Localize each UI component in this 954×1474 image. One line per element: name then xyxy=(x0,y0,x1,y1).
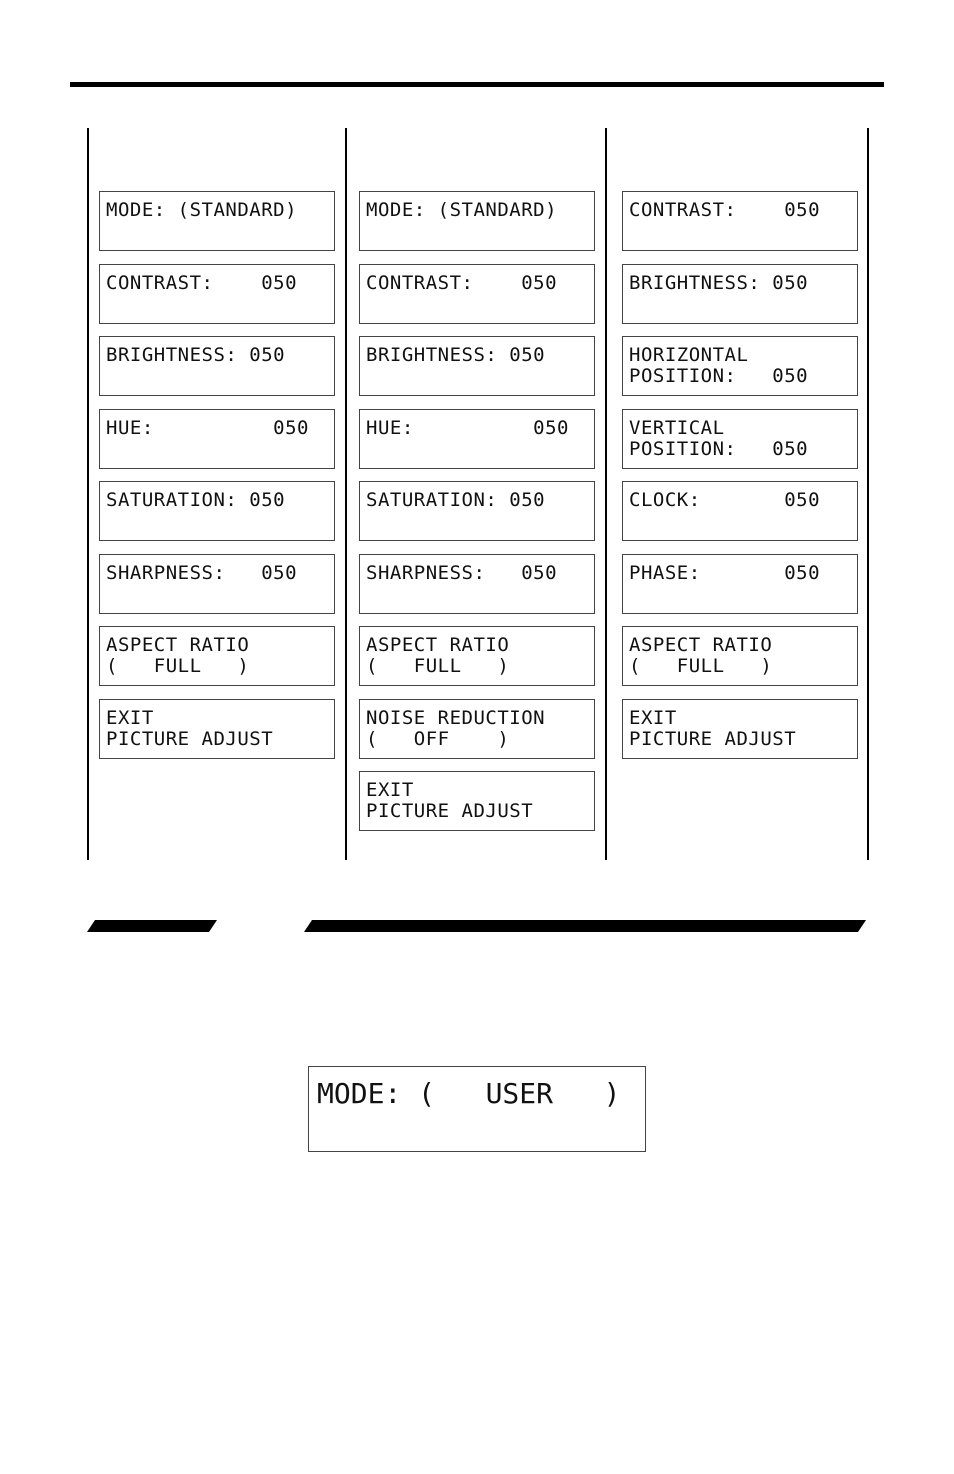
osd-item-sharpness: SHARPNESS: 050 xyxy=(359,554,595,614)
osd-item-aspect-ratio: ASPECT RATIO ( FULL ) xyxy=(622,626,858,686)
osd-item-brightness: BRIGHTNESS: 050 xyxy=(359,336,595,396)
osd-item-exit: EXIT PICTURE ADJUST xyxy=(359,771,595,831)
osd-item-contrast: CONTRAST: 050 xyxy=(99,264,335,324)
osd-menu-column-3 xyxy=(622,191,858,771)
osd-item-aspect-ratio: ASPECT RATIO ( FULL ) xyxy=(99,626,335,686)
column-divider xyxy=(87,128,89,860)
osd-item-exit: EXIT PICTURE ADJUST xyxy=(622,699,858,759)
osd-menu-column-2 xyxy=(359,191,595,844)
osd-item-phase: PHASE: 050 xyxy=(622,554,858,614)
osd-item-aspect-ratio: ASPECT RATIO ( FULL ) xyxy=(359,626,595,686)
osd-item-saturation: SATURATION: 050 xyxy=(359,481,595,541)
osd-item-contrast: CONTRAST: 050 xyxy=(359,264,595,324)
osd-item-hue: HUE: 050 xyxy=(99,409,335,469)
osd-item-mode: MODE: (STANDARD) xyxy=(99,191,335,251)
column-divider xyxy=(345,128,347,860)
top-rule xyxy=(70,82,884,87)
osd-user-mode-display: MODE: ( USER ) xyxy=(308,1066,646,1152)
osd-item-horizontal-position: HORIZONTAL POSITION: 050 xyxy=(622,336,858,396)
osd-item-vertical-position: VERTICAL POSITION: 050 xyxy=(622,409,858,469)
osd-item-sharpness: SHARPNESS: 050 xyxy=(99,554,335,614)
osd-item-contrast: CONTRAST: 050 xyxy=(622,191,858,251)
osd-item-hue: HUE: 050 xyxy=(359,409,595,469)
osd-item-brightness: BRIGHTNESS: 050 xyxy=(622,264,858,324)
osd-item-exit: EXIT PICTURE ADJUST xyxy=(99,699,335,759)
section-bar-right xyxy=(304,920,866,932)
column-divider xyxy=(867,128,869,860)
column-divider xyxy=(605,128,607,860)
osd-menu-column-1 xyxy=(99,191,335,771)
osd-item-brightness: BRIGHTNESS: 050 xyxy=(99,336,335,396)
section-bar-left xyxy=(87,920,217,932)
osd-item-mode: MODE: (STANDARD) xyxy=(359,191,595,251)
osd-item-saturation: SATURATION: 050 xyxy=(99,481,335,541)
osd-item-noise-reduction: NOISE REDUCTION ( OFF ) xyxy=(359,699,595,759)
osd-item-clock: CLOCK: 050 xyxy=(622,481,858,541)
